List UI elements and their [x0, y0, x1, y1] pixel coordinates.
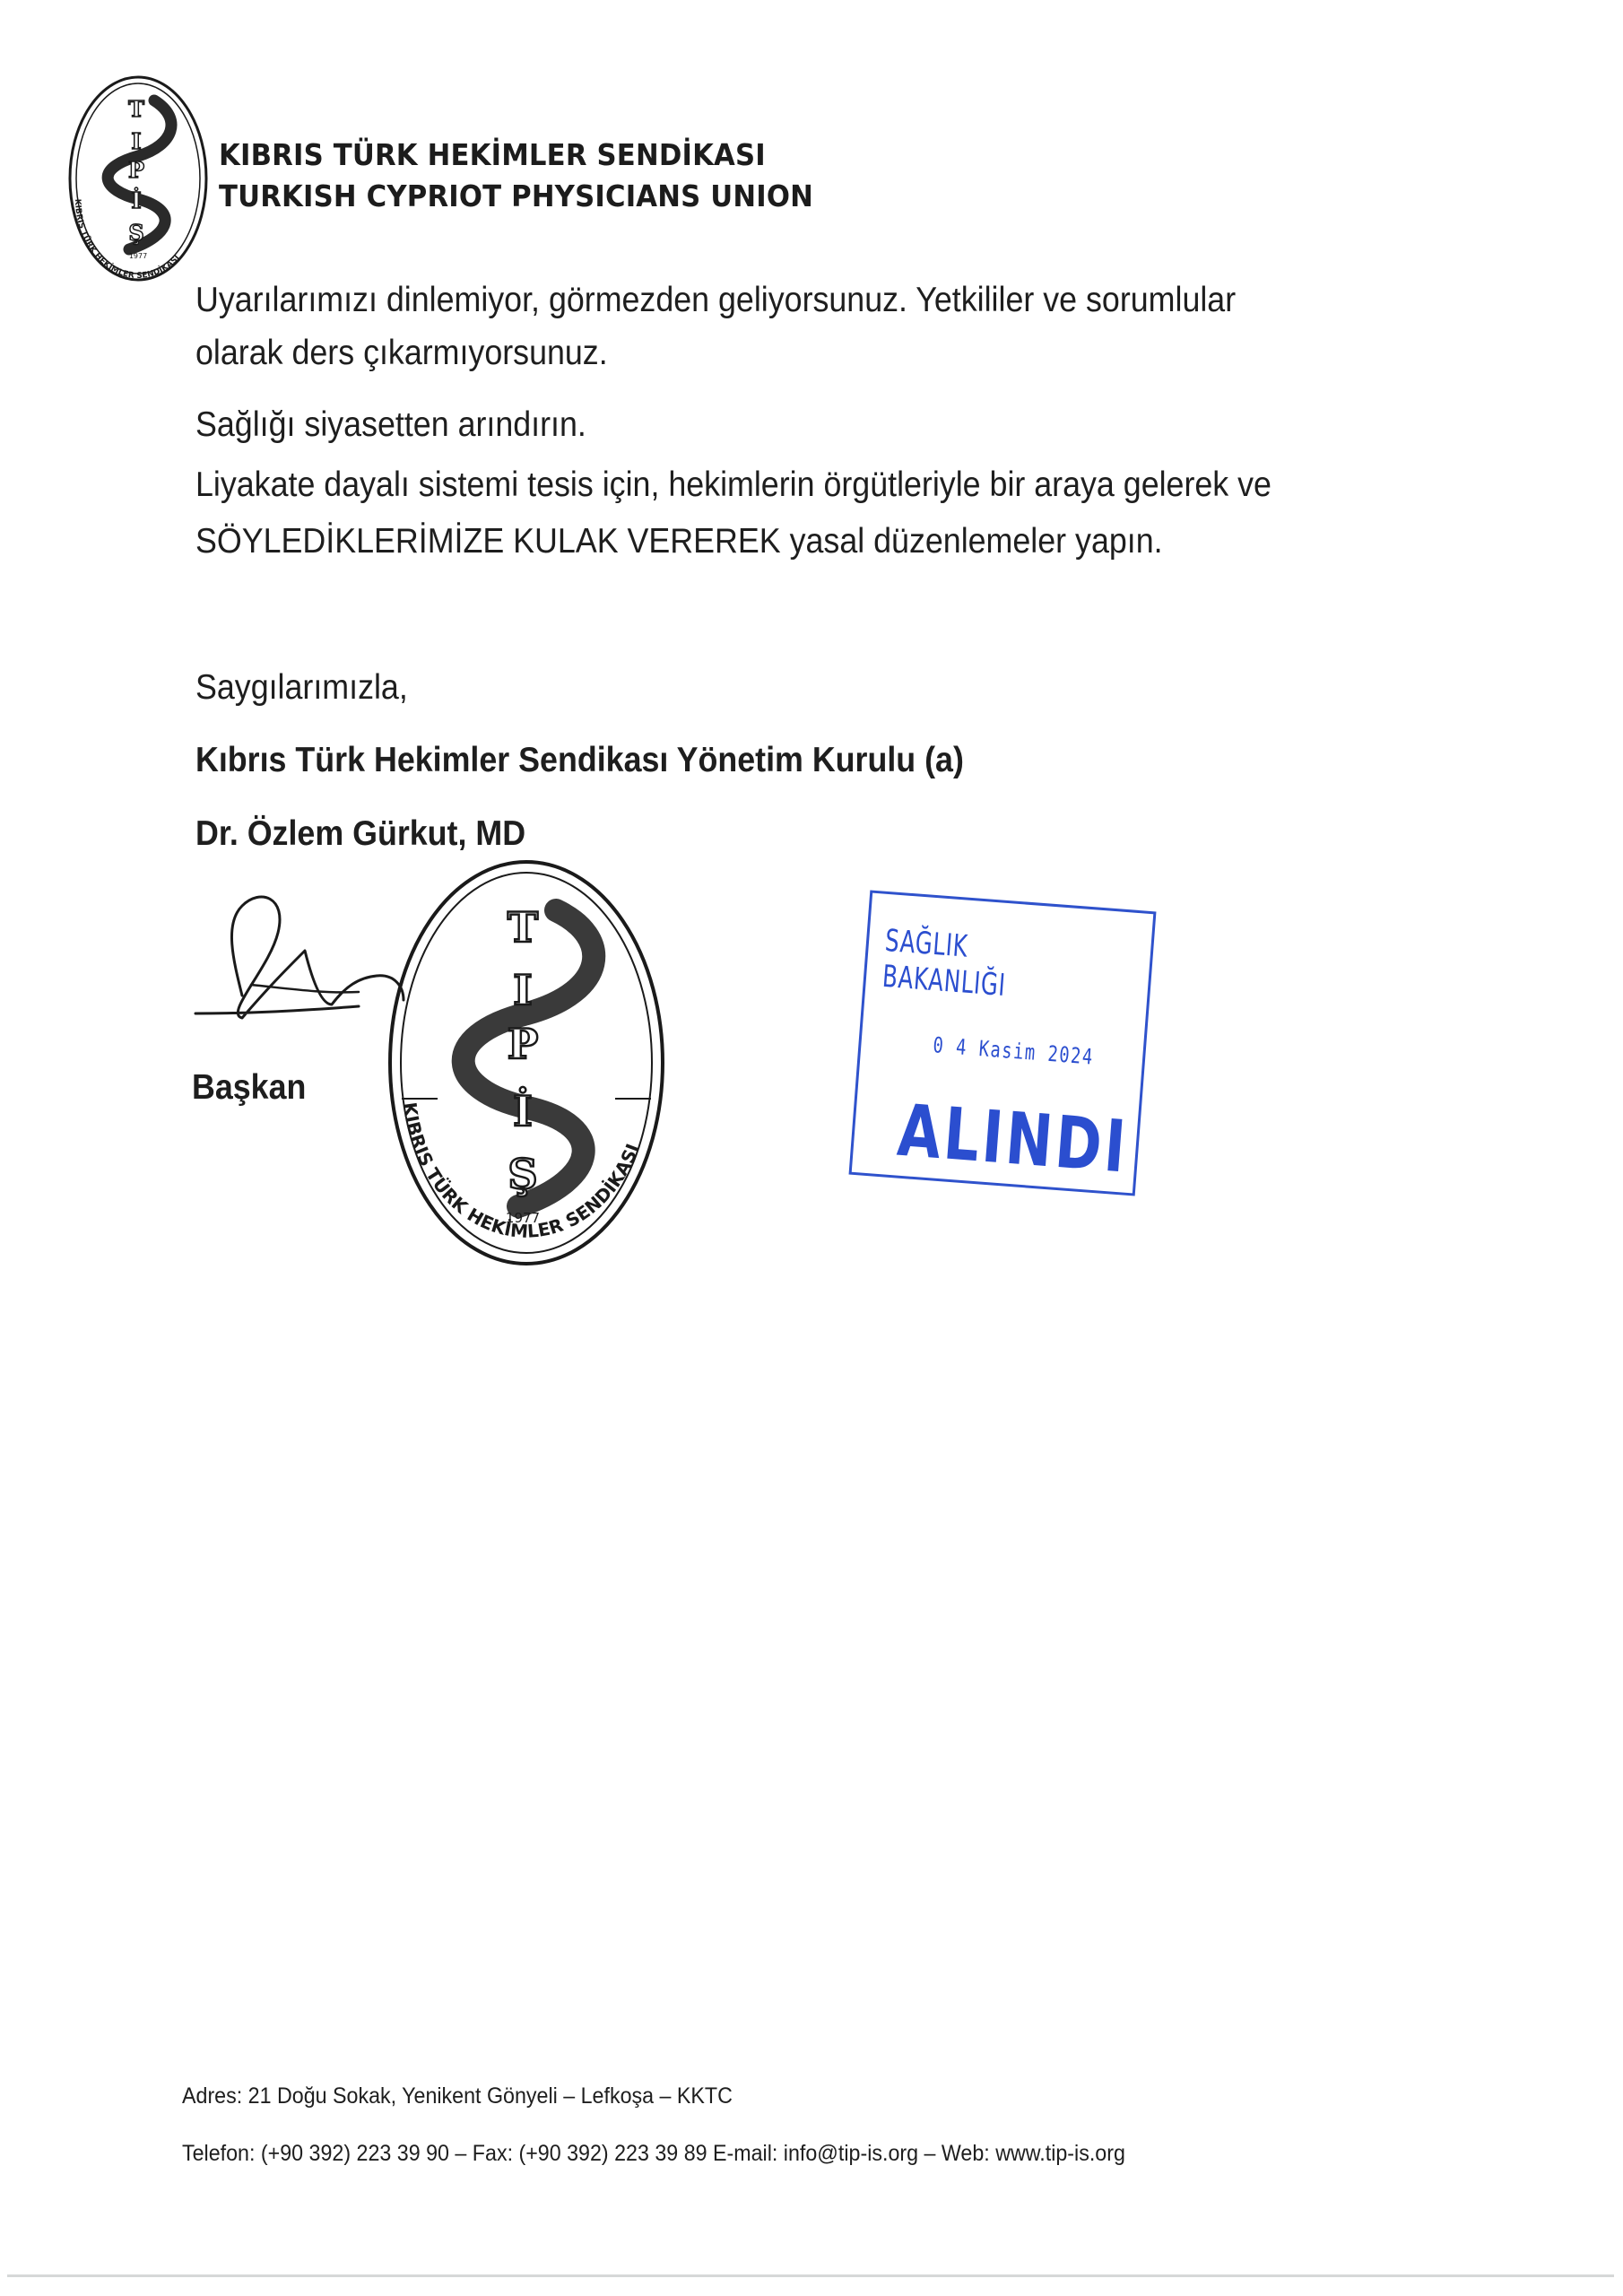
- logo-letter: Ş: [128, 220, 144, 246]
- logo-letter: T: [128, 96, 144, 122]
- received-stamp: [849, 890, 1157, 1196]
- seal-ring-text: KIBRIS TÜRK HEKİMLER SENDİKASI: [398, 1100, 644, 1242]
- footer-address: Adres: 21 Doğu Sokak, Yenikent Gönyeli – Lefkoşa – KKTC: [182, 2083, 733, 2109]
- org-name-turkish: KIBRIS TÜRK HEKİMLER SENDİKASI: [219, 137, 766, 172]
- signer-name: Dr. Özlem Gürkut, MD: [195, 814, 526, 853]
- logo-ring-text: KIBRIS TÜRK HEKİMLER SENDİKASI: [72, 198, 182, 282]
- paragraph-1-line-2: olarak ders çıkarmıyorsunuz.: [195, 334, 608, 372]
- paragraph-3-line-2: SÖYLEDİKLERİMİZE KULAK VEREREK yasal düzenlemeler yapın.: [195, 522, 1163, 561]
- logo-year: 1977: [128, 252, 148, 260]
- logo-letter: P: [127, 157, 145, 183]
- seal-year: 1977: [505, 1210, 541, 1226]
- union-seal-icon: [384, 857, 669, 1269]
- stamp-organization: SAĞLIK BAKANLIĞI: [881, 922, 1008, 1004]
- seal-letter: I: [513, 966, 533, 1014]
- footer-contact: Telefon: (+90 392) 223 39 90 – Fax: (+90 392) 223 39 89 E-mail: info@tip-is.org – Web: www.tip-is.org: [182, 2141, 1125, 2166]
- scan-edge-line: [7, 2274, 1614, 2277]
- logo-letter: İ: [131, 187, 142, 213]
- org-name-english: TURKISH CYPRIOT PHYSICIANS UNION: [219, 178, 814, 213]
- union-logo-icon: [66, 74, 210, 283]
- logo-letter: I: [131, 128, 142, 154]
- stamp-date: 0 4 Kasim 2024: [932, 1032, 1095, 1070]
- stamp-status: ALINDI: [894, 1088, 1132, 1189]
- signer-title: Başkan: [192, 1068, 307, 1107]
- seal-letter: İ: [513, 1087, 533, 1135]
- seal-letter: T: [507, 903, 539, 952]
- seal-letter: P: [507, 1020, 539, 1068]
- closing-salutation: Saygılarımızla,: [195, 668, 408, 707]
- paragraph-1-line-1: Uyarılarımızı dinlemiyor, görmezden geliyorsunuz. Yetkililer ve sorumlular: [195, 281, 1237, 319]
- paragraph-3-line-1: Liyakate dayalı sistemi tesis için, hekimlerin örgütleriyle bir araya gelerek ve: [195, 465, 1271, 504]
- seal-letter: Ş: [508, 1150, 538, 1198]
- board-name: Kıbrıs Türk Hekimler Sendikası Yönetim Kurulu (a): [195, 741, 964, 779]
- paragraph-2: Sağlığı siyasetten arındırın.: [195, 405, 586, 444]
